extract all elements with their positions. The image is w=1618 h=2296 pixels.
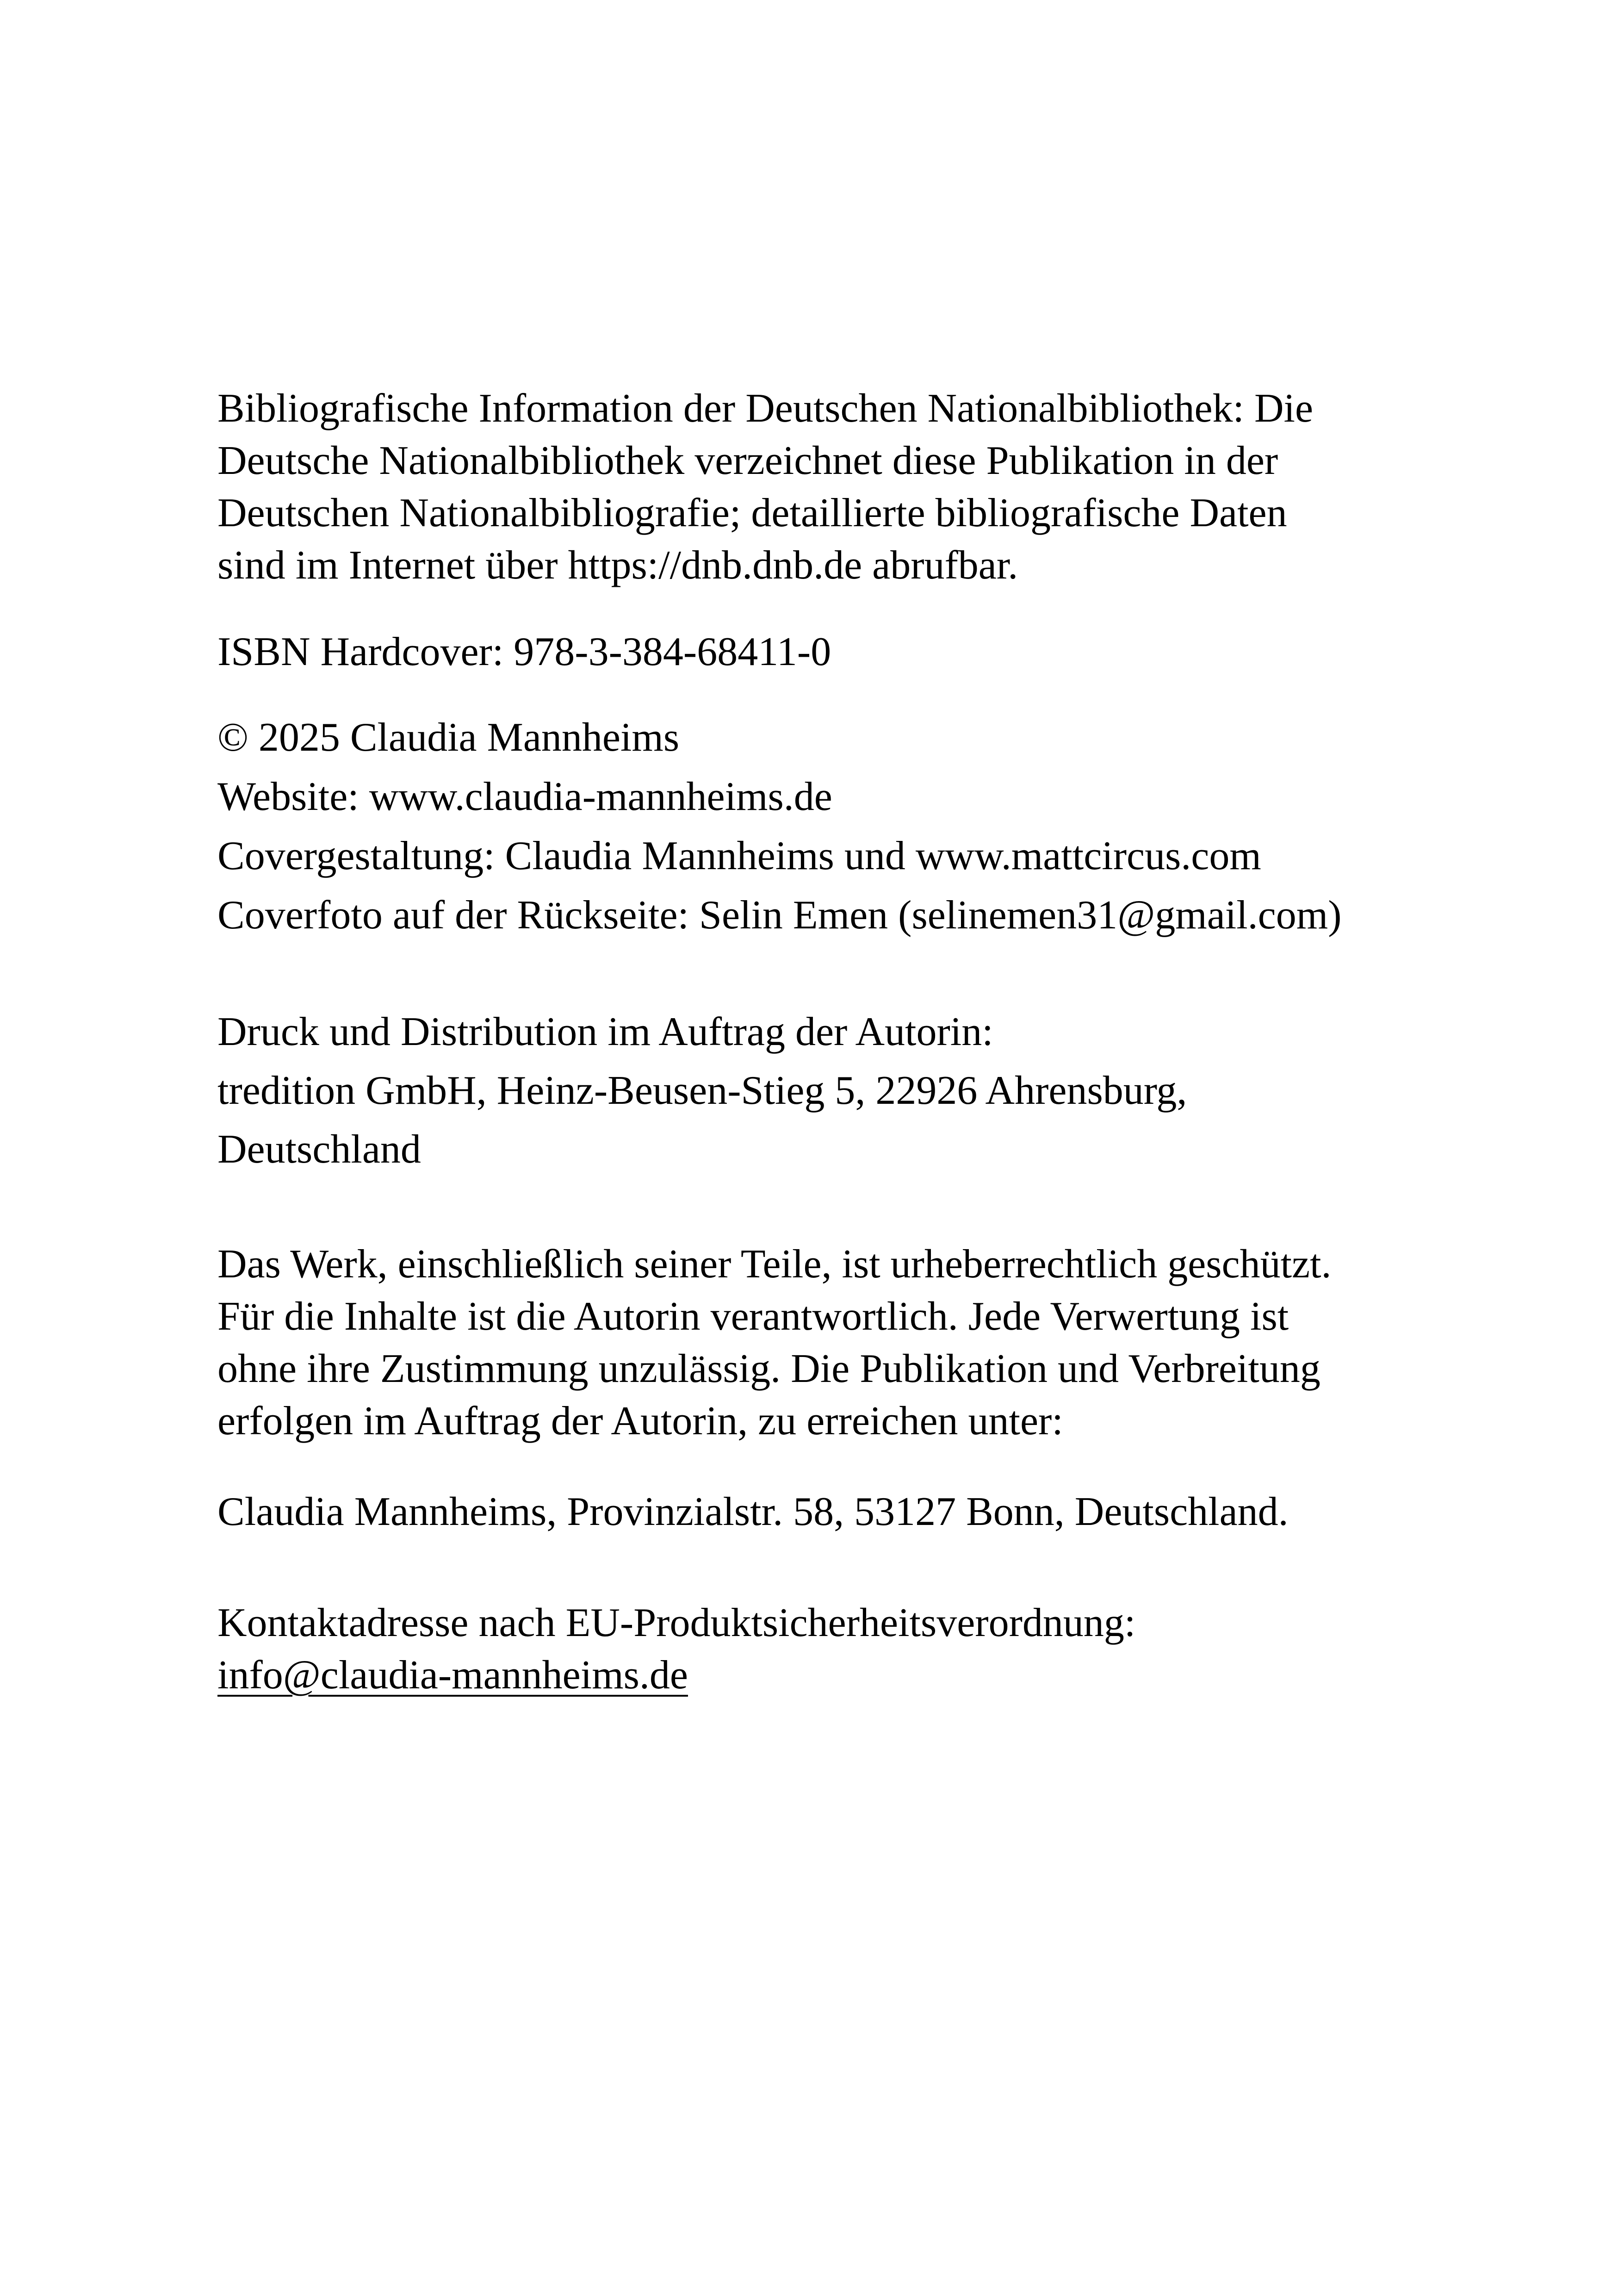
author-address-line bbox=[217, 1486, 1504, 1538]
bibliographic-info-line: sind im Internet über https://dnb.dnb.de abrufbar. bbox=[217, 543, 1018, 588]
isbn-text: ISBN Hardcover: 978-3-384-68411-0 bbox=[217, 629, 831, 674]
website-line: Website: www.claudia-mannheims.de bbox=[217, 774, 832, 819]
rights-line: Das Werk, einschließlich seiner Teile, ist urheberrechtlich geschützt. bbox=[217, 1242, 1332, 1287]
rights-line: Für die Inhalte ist die Autorin verantwortlich. Jede Verwertung ist bbox=[217, 1294, 1289, 1339]
bibliographic-info-line: Bibliografische Information der Deutschen Nationalbibliothek: Die bbox=[217, 386, 1314, 431]
contact-email-link[interactable]: info@claudia-mannheims.de bbox=[217, 1653, 688, 1698]
rights-paragraph bbox=[217, 1238, 1504, 1447]
eu-contact-label: Kontaktadresse nach EU-Produktsicherheitsverordnung: bbox=[217, 1600, 1136, 1645]
printing-line: Deutschland bbox=[217, 1127, 421, 1172]
credits-block bbox=[217, 708, 1504, 945]
eu-contact-block bbox=[217, 1597, 1504, 1701]
eu-contact-line bbox=[217, 1649, 1504, 1701]
author-address-text: Claudia Mannheims, Provinzialstr. 58, 53127 Bonn, Deutschland. bbox=[217, 1489, 1289, 1534]
bibliographic-info-line: Deutsche Nationalbibliothek verzeichnet diese Publikation in der bbox=[217, 438, 1278, 483]
printing-line: tredition GmbH, Heinz-Beusen-Stieg 5, 22926 Ahrensburg, bbox=[217, 1068, 1187, 1113]
copyright-line: © 2025 Claudia Mannheims bbox=[217, 715, 680, 760]
isbn-line bbox=[217, 626, 1504, 678]
rights-line: ohne ihre Zustimmung unzulässig. Die Publikation und Verbreitung bbox=[217, 1346, 1320, 1391]
printing-line: Druck und Distribution im Auftrag der Autorin: bbox=[217, 1009, 993, 1054]
rights-line: erfolgen im Auftrag der Autorin, zu erreichen unter: bbox=[217, 1399, 1063, 1444]
cover-design-line: Covergestaltung: Claudia Mannheims und www.mattcircus.com bbox=[217, 834, 1261, 878]
cover-photo-line: Coverfoto auf der Rückseite: Selin Emen (selinemen31@gmail.com) bbox=[217, 893, 1342, 938]
bibliographic-info-paragraph bbox=[217, 382, 1504, 591]
bibliographic-info-line: Deutschen Nationalbibliografie; detaillierte bibliografische Daten bbox=[217, 491, 1287, 535]
printing-block bbox=[217, 1002, 1504, 1179]
